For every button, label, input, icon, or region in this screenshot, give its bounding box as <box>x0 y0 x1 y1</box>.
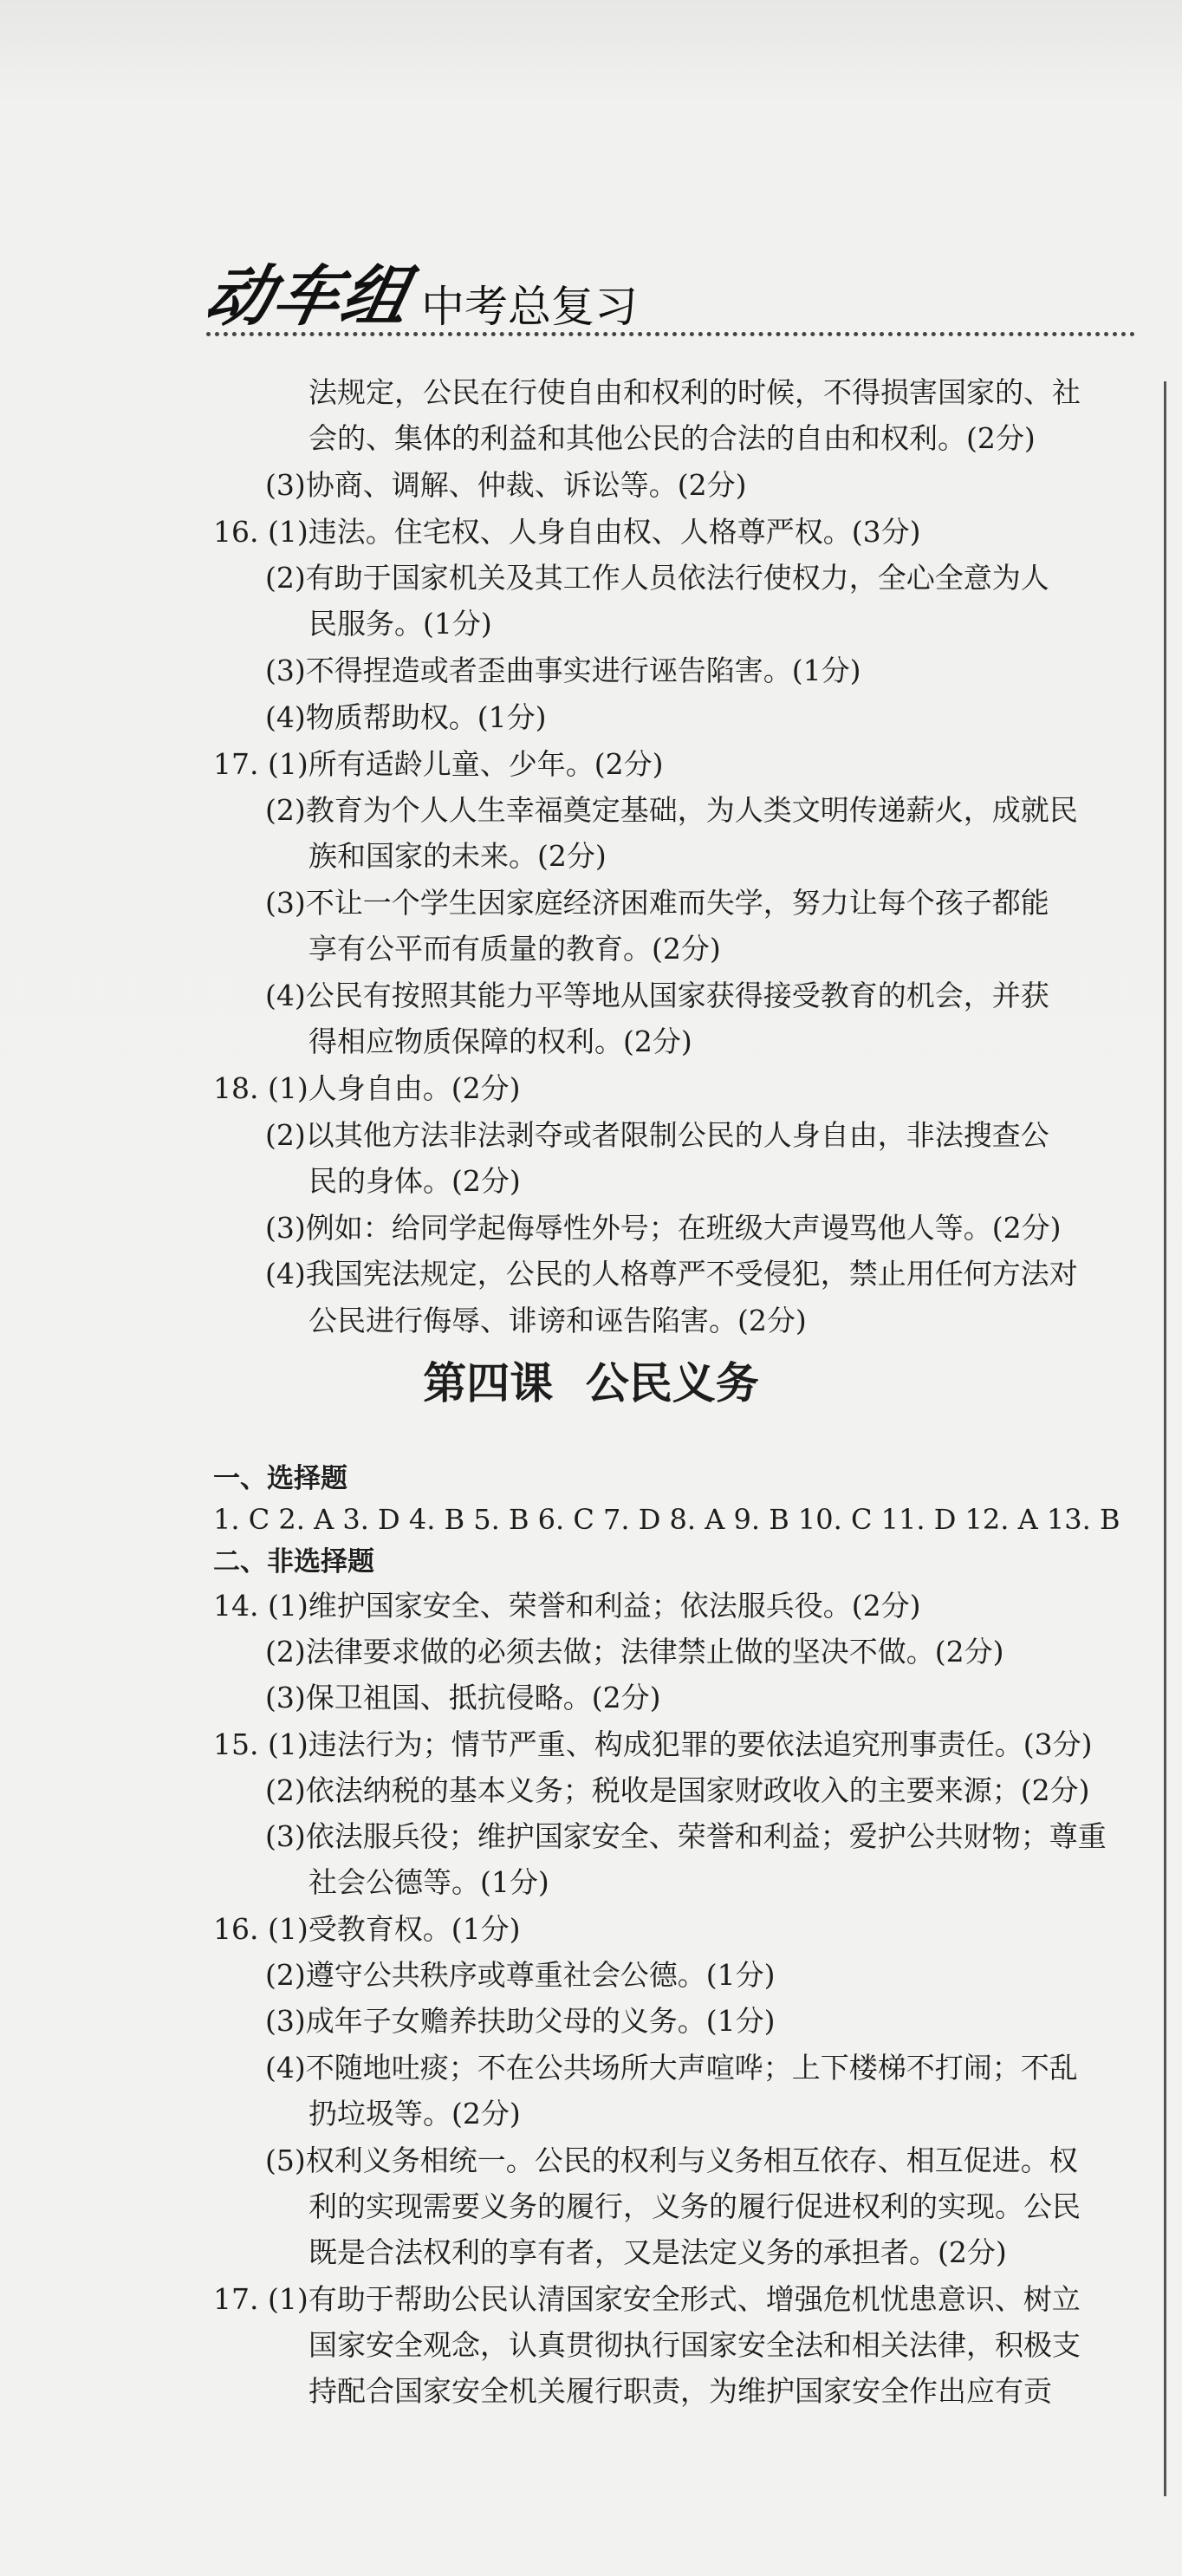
brand-logo-text: 动车组 <box>198 257 419 335</box>
answer-line: 会的、集体的利益和其他公民的合法的自由和权利。(2分) <box>308 421 1036 455</box>
answer-line: (2)以其他方法非法剥夺或者限制公民的人身自由，非法搜查公 <box>265 1118 1049 1152</box>
answer-line: 族和国家的未来。(2分) <box>308 839 607 873</box>
section-heading-non-choice: 二、非选择题 <box>213 1546 374 1577</box>
answer-line: (3)依法服兵役；维护国家安全、荣誉和利益；爱护公共财物；尊重 <box>265 1819 1107 1853</box>
answer-line: (4)我国宪法规定，公民的人格尊严不受侵犯，禁止用任何方法对 <box>265 1257 1078 1291</box>
answer-line: 公民进行侮辱、诽谤和诬告陷害。(2分) <box>308 1304 807 1337</box>
answer-line: 18. (1)人身自由。(2分) <box>213 1071 521 1105</box>
page-header <box>198 251 638 338</box>
answer-line: 民服务。(1分) <box>308 607 492 641</box>
answer-line: 16. (1)违法。住宅权、人身自由权、人格尊严权。(3分) <box>213 515 921 549</box>
answer-line: 扔垃圾等。(2分) <box>308 2097 521 2130</box>
answer-line: (4)公民有按照其能力平等地从国家获得接受教育的机会，并获 <box>265 979 1049 1012</box>
answer-line: 持配合国家安全机关履行职责，为维护国家安全作出应有贡 <box>308 2374 1052 2408</box>
answer-line: 15. (1)违法行为；情节严重、构成犯罪的要依法追究刑事责任。(3分) <box>213 1727 1093 1761</box>
answer-line: (2)教育为个人人生幸福奠定基础，为人类文明传递薪火，成就民 <box>265 793 1078 827</box>
lesson-title: 第四课 公民义务 <box>423 1358 759 1408</box>
answer-line: (2)遵守公共秩序或尊重社会公德。(1分) <box>265 1958 776 1992</box>
answer-line: 国家安全观念，认真贯彻执行国家安全法和相关法律，积极支 <box>308 2328 1081 2362</box>
answer-line: 享有公平而有质量的教育。(2分) <box>308 932 721 966</box>
section-heading-choice: 一、选择题 <box>213 1463 347 1494</box>
answer-line: (4)不随地吐痰；不在公共场所大声喧哗；上下楼梯不打闹；不乱 <box>265 2051 1078 2085</box>
answer-line: (5)权利义务相统一。公民的权利与义务相互依存、相互促进。权 <box>265 2143 1078 2177</box>
answer-line: 14. (1)维护国家安全、荣誉和利益；依法服兵役。(2分) <box>213 1589 921 1623</box>
answer-line: 16. (1)受教育权。(1分) <box>213 1912 521 1946</box>
answer-line: (3)不得捏造或者歪曲事实进行诬告陷害。(1分) <box>265 654 861 687</box>
header-subtitle: 中考总复习 <box>421 282 638 332</box>
answer-line: (2)法律要求做的必须去做；法律禁止做的坚决不做。(2分) <box>265 1635 1004 1669</box>
header-divider <box>206 332 1135 336</box>
answer-line: (3)不让一个学生因家庭经济困难而失学，努力让每个孩子都能 <box>265 886 1049 920</box>
answer-line: (4)物质帮助权。(1分) <box>265 700 547 734</box>
answer-line: (2)有助于国家机关及其工作人员依法行使权力，全心全意为人 <box>265 561 1049 595</box>
answer-line: 民的身体。(2分) <box>308 1164 521 1198</box>
answer-line: 社会公德等。(1分) <box>308 1865 549 1899</box>
answer-line: (3)例如：给同学起侮辱性外号；在班级大声谩骂他人等。(2分) <box>265 1211 1062 1245</box>
answer-line: (3)保卫祖国、抵抗侵略。(2分) <box>265 1681 661 1714</box>
answer-line: (3)协商、调解、仲裁、诉讼等。(2分) <box>265 468 747 502</box>
right-margin-rule <box>1164 381 1166 2496</box>
answer-line: 17. (1)所有适龄儿童、少年。(2分) <box>213 747 664 781</box>
answer-line: 法规定，公民在行使自由和权利的时候，不得损害国家的、社 <box>308 375 1081 409</box>
answer-line: 17. (1)有助于帮助公民认清国家安全形式、增强危机忧患意识、树立 <box>213 2282 1081 2316</box>
choice-answers: 1. C 2. A 3. D 4. B 5. B 6. C 7. D 8. A 9. B 10. C 11. D 12. A 13. B <box>213 1503 1120 1536</box>
answer-line: (3)成年子女赡养扶助父母的义务。(1分) <box>265 2004 776 2038</box>
answer-line: 利的实现需要义务的履行，义务的履行促进权利的实现。公民 <box>308 2189 1081 2223</box>
answer-line: (2)依法纳税的基本义务；税收是国家财政收入的主要来源；(2分) <box>265 1773 1090 1807</box>
answer-line: 既是合法权利的享有者，又是法定义务的承担者。(2分) <box>308 2235 1007 2269</box>
answer-line: 得相应物质保障的权利。(2分) <box>308 1025 692 1058</box>
